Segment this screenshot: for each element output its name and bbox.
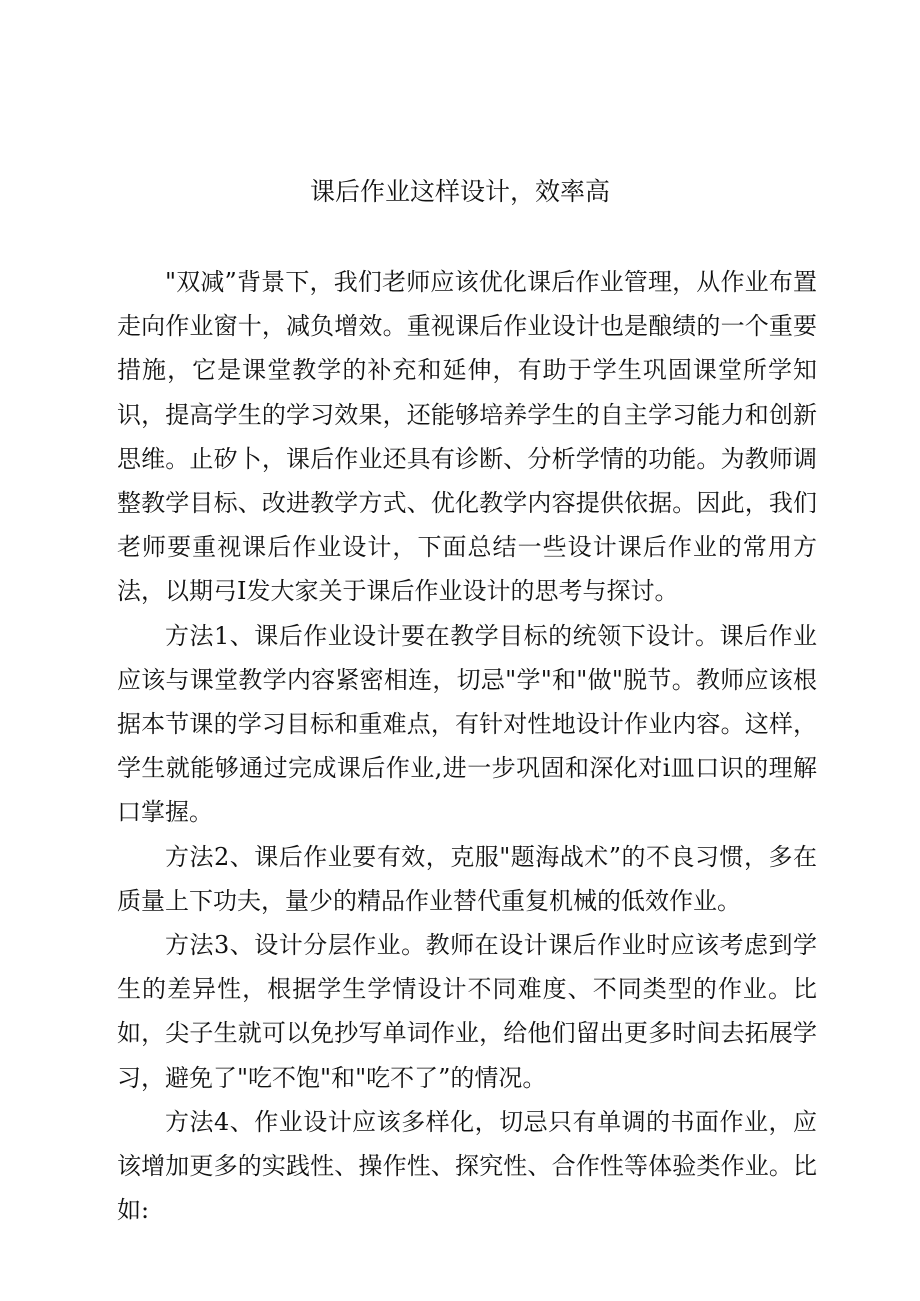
paragraph-intro: "双减”背景下，我们老师应该优化课后作业管理，从作业布置走向作业窗十，减负增效。重视课后作业设计也是酿绩的一个重要措施，它是课堂教学的补充和延伸，有助于学生巩固课堂所学知识，提高学生的学习效果，还能够培养学生的自主学习能力和创新思维。止矽卜，课后作业还具有诊断、分析学情的功能。为教师调整教学目标、改进教学方式、优化教学内容提供依据。因此，我们老师要重视课后作业设计，下面总结一些设计课后作业的常用方法，以期弓I发大家关于课后作业设计的思考与探讨。 — [117, 268, 817, 606]
document-title: 课后作业这样设计，效率高 — [309, 177, 610, 206]
paragraph-method-3: 方法3、设计分层作业。教师在设计课后作业时应该考虑到学生的差异性，根据学生学情设计不同难度、不同类型的作业。比如，尖子生就可以免抄写单词作业，给他们留出更多时间去拓展学习，避免了"吃不饱"和"吃不了”的情况。 — [117, 931, 817, 1092]
paragraph-method-1: 方法1、课后作业设计要在教学目标的统领下设计。课后作业应该与课堂教学内容紧密相连，切忌"学"和"做"脱节。教师应该根据本节课的学习目标和重难点，有针对性地设计作业内容。这样，学生就能够通过完成课后作业,进一步巩固和深化对i皿口识的理解口掌握。 — [117, 621, 817, 827]
document-body — [117, 260, 817, 1232]
paragraph-method-2: 方法2、课后作业要有效，克服"题海战术”的不良习惯，多在质量上下功夫，量少的精品作业替代重复机械的低效作业。 — [117, 842, 817, 915]
paragraph-method-4: 方法4、作业设计应该多样化，切忌只有单调的书面作业，应该增加更多的实践性、操作性、探究性、合作性等体验类作业。比如: — [117, 1107, 817, 1225]
